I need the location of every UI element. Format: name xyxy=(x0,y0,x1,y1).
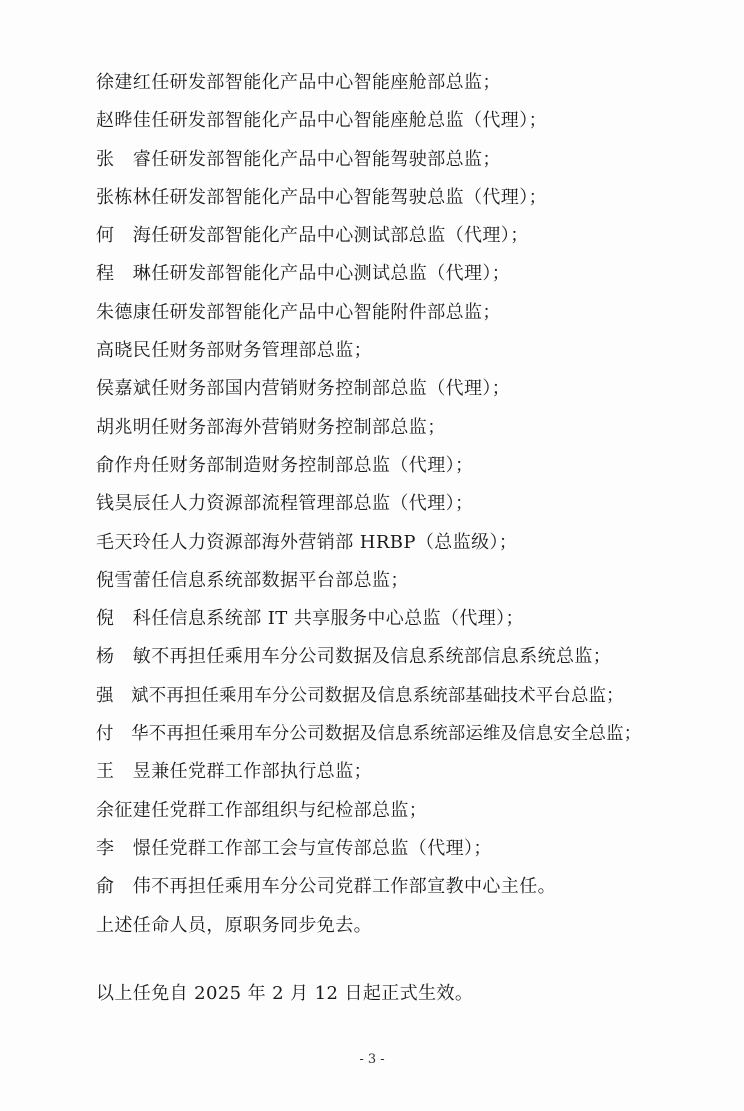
appointment-text: 任财务部制造财务控制部总监（代理）； xyxy=(151,454,474,476)
appointment-text: 任信息系统部 IT 共享服务中心总监（代理）； xyxy=(151,608,524,630)
appointment-line xyxy=(96,562,726,600)
person-name: 俞 伟 xyxy=(96,876,152,898)
person-name: 毛天玲 xyxy=(96,531,152,553)
person-name: 赵晔佳 xyxy=(96,110,152,132)
person-name: 朱德康 xyxy=(96,301,152,323)
person-name: 侯嘉斌 xyxy=(96,378,152,400)
appointment-text: 任人力资源部海外营销部 HRBP（总监级）； xyxy=(151,531,518,553)
appointment-text: 不再担任乘用车分公司数据及信息系统部基础技术平台总监； xyxy=(148,685,624,706)
appointment-text: 任研发部智能化产品中心测试总监（代理）； xyxy=(151,263,511,285)
appointment-text: 任党群工作部组织与纪检部总监； xyxy=(151,799,428,821)
appointment-text: 任研发部智能化产品中心智能座舱部总监； xyxy=(151,72,501,93)
person-name: 何 海 xyxy=(96,225,152,247)
appointment-text: 兼任党群工作部执行总监； xyxy=(151,761,373,783)
appointment-line xyxy=(96,792,726,830)
appointment-line xyxy=(96,830,726,868)
appointment-line xyxy=(96,332,726,370)
appointment-text: 任研发部智能化产品中心智能座舱总监（代理）； xyxy=(151,110,548,132)
person-name: 张 睿 xyxy=(96,148,152,170)
appointment-line xyxy=(96,753,726,791)
appointment-text: 不再担任乘用车分公司党群工作部宣教中心主任。 xyxy=(151,876,557,898)
appointment-line xyxy=(96,64,726,102)
appointment-line xyxy=(96,141,726,179)
person-name: 余征建 xyxy=(96,799,152,821)
appointment-line xyxy=(96,370,726,408)
appointment-line xyxy=(96,600,726,638)
page-number: - 3 - xyxy=(359,1052,385,1067)
appointment-line xyxy=(96,447,726,485)
person-name: 钱昊辰 xyxy=(96,493,152,515)
closing-note: 上述任命人员，原职务同步免去。 xyxy=(96,914,372,936)
appointment-line xyxy=(96,868,726,906)
appointment-line xyxy=(96,524,726,562)
appointment-line xyxy=(96,179,726,217)
person-name: 程 琳 xyxy=(96,263,152,285)
person-name: 李 憬 xyxy=(96,837,152,859)
appointment-text: 任信息系统部数据平台部总监； xyxy=(151,569,409,591)
appointment-list xyxy=(96,64,726,1013)
person-name: 张栋林 xyxy=(96,186,152,208)
appointment-text: 任人力资源部流程管理部总监（代理）； xyxy=(151,493,474,515)
appointment-text: 任党群工作部工会与宣传部总监（代理）； xyxy=(151,837,492,859)
person-name: 王 昱 xyxy=(96,761,152,783)
paragraph-gap xyxy=(96,945,726,975)
effective-statement: 以上任免自 2025 年 2 月 12 日起正式生效。 xyxy=(96,982,474,1004)
appointment-line xyxy=(96,294,726,332)
appointment-line xyxy=(96,638,726,676)
person-name: 付 华 xyxy=(96,724,149,745)
appointment-text: 任财务部海外营销财务控制部总监； xyxy=(151,416,446,438)
appointment-line xyxy=(96,677,726,715)
appointment-text: 任财务部国内营销财务控制部总监（代理）； xyxy=(151,378,511,400)
person-name: 胡兆明 xyxy=(96,416,152,438)
appointment-line xyxy=(96,409,726,447)
person-name: 杨 敏 xyxy=(96,646,152,668)
appointment-line xyxy=(96,255,726,293)
appointment-text: 任研发部智能化产品中心智能附件部总监； xyxy=(151,301,501,323)
appointment-line xyxy=(96,715,726,753)
appointment-text: 不再担任乘用车分公司数据及信息系统部信息系统总监； xyxy=(151,646,612,668)
appointment-line xyxy=(96,102,726,140)
person-name: 倪雪蕾 xyxy=(96,569,152,591)
person-name: 强 斌 xyxy=(96,685,149,706)
appointment-text: 任研发部智能化产品中心测试部总监（代理）； xyxy=(151,225,529,247)
person-name: 倪 科 xyxy=(96,608,152,630)
person-name: 高晓民 xyxy=(96,340,152,362)
appointment-text: 任研发部智能化产品中心智能驾驶部总监； xyxy=(151,148,501,170)
appointment-text: 任研发部智能化产品中心智能驾驶总监（代理）； xyxy=(151,186,548,208)
person-name: 俞作舟 xyxy=(96,454,152,476)
appointment-text: 任财务部财务管理部总监； xyxy=(151,340,373,362)
appointment-line xyxy=(96,485,726,523)
appointment-text: 不再担任乘用车分公司数据及信息系统部运维及信息安全总监； xyxy=(148,724,642,745)
person-name: 徐建红 xyxy=(96,72,152,93)
appointment-line xyxy=(96,217,726,255)
